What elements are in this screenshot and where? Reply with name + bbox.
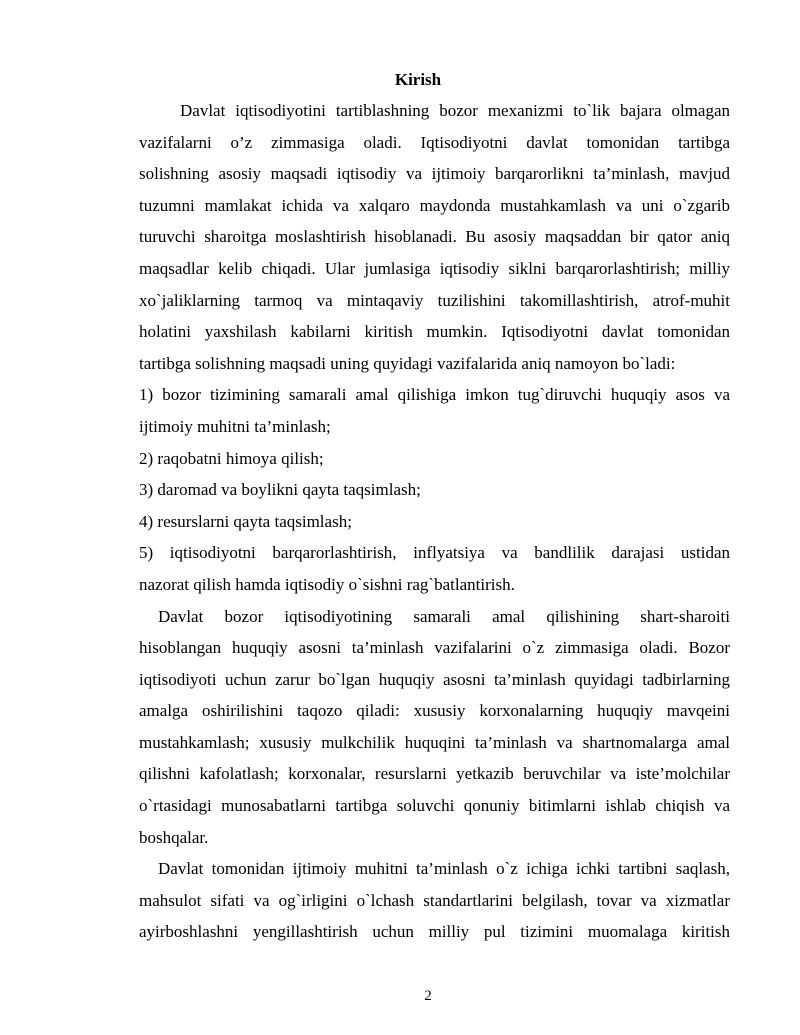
page-title: Kirish [394,70,442,89]
text-line: Davlat iqtisodiyotini tartiblashning bozor mexanizmi to`lik bajara olmagan [180,101,730,120]
text-line: turuvchi sharoitga moslashtirish hisoblanadi. Bu asosiy maqsaddan bir qator aniq [139,227,730,247]
text-line: amalga oshirilishini taqozo qiladi: xususiy korxonalarning huquqiy mavqeini [139,701,730,721]
text-line: Davlat bozor iqtisodiyotining samarali amal qilishining shart-sharoiti [158,606,730,626]
list-item: 1) bozor tizimining samarali amal qilishiga imkon tug`diruvchi huquqiy asos va [139,385,730,405]
list-item-continuation: nazorat qilish hamda iqtisodiy o`sishni rag`batlantirish. [139,574,515,594]
text-line: ayirboshlashni yengillashtirish uchun milliy pul tizimini muomalaga kiritish [139,922,730,942]
page-number: 2 [424,988,432,1004]
text-line: qilishni kafolatlash; korxonalar, resurslarni yetkazib beruvchilar va iste’molchilar [139,764,730,784]
text-line: solishning asosiy maqsadi iqtisodiy va ijtimoiy barqarorlikni ta’minlash, mavjud [139,164,730,184]
list-item: 4) resurslarni qayta taqsimlash; [139,511,352,531]
text-line: xo`jaliklarning tarmoq va mintaqaviy tuzilishini takomillashtirish, atrof-muhit [139,290,730,310]
text-line: hisoblangan huquqiy asosni ta’minlash vazifalarini o`z zimmasiga oladi. Bozor [139,638,730,658]
text-line: iqtisodiyoti uchun zarur bo`lgan huquqiy asosni ta’minlash quyidagi tadbirlarning [139,669,730,689]
list-item: 2) raqobatni himoya qilish; [139,448,324,468]
text-line: tartibga solishning maqsadi uning quyidagi vazifalarida aniq namoyon bo`ladi: [139,353,676,373]
text-line: mustahkamlash; xususiy mulkchilik huquqini ta’minlash va shartnomalarga amal [139,732,730,752]
document-body [139,95,730,948]
text-line: Davlat tomonidan ijtimoiy muhitni ta’minlash o`z ichiga ichki tartibni saqlash, [158,859,730,879]
list-item: 5) iqtisodiyotni barqarorlashtirish, inflyatsiya va bandlilik darajasi ustidan [139,543,730,563]
text-line: tuzumni mamlakat ichida va xalqaro maydonda mustahkamlash va uni o`zgarib [139,195,730,215]
text-line: vazifalarni o’z zimmasiga oladi. Iqtisodiyotni davlat tomonidan tartibga [139,132,730,152]
text-line: o`rtasidagi munosabatlarni tartibga soluvchi qonuniy bitimlarni ishlab chiqish va [139,796,730,816]
text-line: mahsulot sifati va og`irligini o`lchash standartlarini belgilash, tovar va xizmatlar [139,890,730,910]
list-item: 3) daromad va boylikni qayta taqsimlash; [139,480,421,500]
text-line: maqsadlar kelib chiqadi. Ular jumlasiga iqtisodiy siklni barqarorlashtirish; milliy [139,258,730,278]
text-line: holatini yaxshilash kabilarni kiritish mumkin. Iqtisodiyotni davlat tomonidan [139,322,730,342]
list-item-continuation: ijtimoiy muhitni ta’minlash; [139,416,331,436]
text-line: boshqalar. [139,827,209,847]
